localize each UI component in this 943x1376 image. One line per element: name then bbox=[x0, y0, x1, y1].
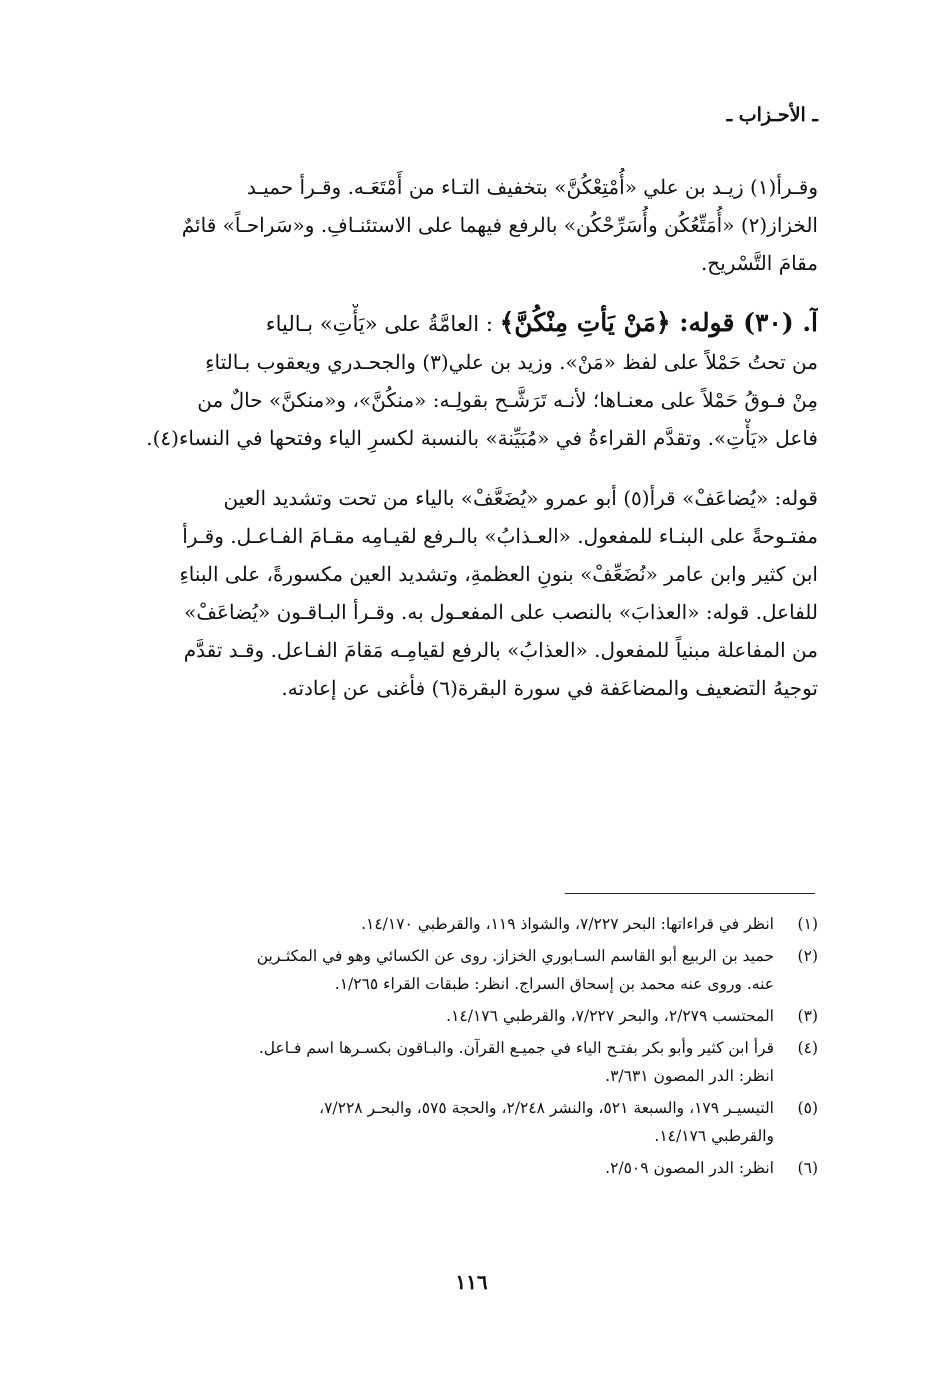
text-line bbox=[128, 304, 818, 343]
footnote-line: المحتسب ٢/٢٧٩، والبحر ٧/٢٢٧، والقرطبي ١٤/١٧٦. bbox=[446, 1007, 774, 1025]
footnote-text bbox=[128, 910, 774, 938]
text-line: الخزاز(٢) «أُمَتِّعُكُن وأُسَرِّحْكُن» بالرفع فيهما على الاستئنـافِ. و«سَراحـاً» قائمٌ bbox=[181, 213, 818, 237]
text-line: فاعل «يَأْتِ». وتقدَّم القراءةُ في «مُبَيِّنة» بالنسبة لكسرِ الياء وفتحها في النساء(٤). bbox=[146, 426, 818, 450]
footnotes bbox=[128, 910, 818, 1186]
text-line: من تحتُ حَمْلاً على لفظ «مَنْ». وزيد بن علي(٣) والجحـدري ويعقوب بـالتاءِ bbox=[205, 350, 818, 374]
footnote-line: حميد بن الربيع أبو القاسم السـابوري الخزاز. روى عن الكسائي وهو في المكثـرين bbox=[256, 947, 774, 965]
footnote-number: (٣) bbox=[797, 1007, 818, 1025]
text-line: مفتـوحةً على البنـاء للمفعول. «العـذابُ» بالـرفع لقيـامِه مقـامَ الفـاعـل. وقـرأ bbox=[182, 524, 818, 548]
footnote-6 bbox=[128, 1154, 818, 1182]
text-line: للفاعل. قوله: «العذابَ» بالنصب على المفعـول به. وقـرأ البـاقـون «يُضاعَفْ» bbox=[184, 600, 818, 624]
paragraph-1 bbox=[128, 168, 818, 282]
footnote-5 bbox=[128, 1094, 818, 1150]
footnote-line: والقرطبي ١٤/١٧٦. bbox=[654, 1127, 774, 1145]
footnote-text bbox=[128, 942, 774, 998]
footnote-line: قرأ ابن كثير وأبو بكر بفتـح الياء في جميـع القرآن. والبـاقون بكسـرها اسم فـاعل. bbox=[258, 1039, 774, 1057]
footnote-separator bbox=[565, 893, 815, 894]
footnote-number: (٥) bbox=[797, 1099, 818, 1117]
footnote-2 bbox=[128, 942, 818, 998]
footnote-text bbox=[128, 1154, 774, 1182]
footnote-4 bbox=[128, 1034, 818, 1090]
footnote-3 bbox=[128, 1002, 818, 1030]
footnote-text bbox=[128, 1094, 774, 1150]
footnote-text bbox=[128, 1034, 774, 1090]
footnote-number: (٤) bbox=[797, 1039, 818, 1057]
footnote-number: (٢) bbox=[797, 947, 818, 965]
text-line: توجيهُ التضعيف والمضاعَفة في سورة البقرة(٦) فأغنى عن إعادته. bbox=[281, 676, 818, 700]
text-line: من المفاعلة مبنياً للمفعول. «العذابُ» بالرفع لقيامِـه مَقامَ الفـاعل. وقـد تقدَّم bbox=[183, 638, 818, 662]
footnote-number: (٦) bbox=[797, 1159, 818, 1177]
verse-heading: آ. (٣٠) قوله: ﴿مَنْ يَأْتِ مِنْكُنَّ﴾ bbox=[499, 308, 818, 337]
text-line: مِنْ فـوقُ حَمْلاً على معنـاها؛ لأنـه تَرَشَّـح بقولِـه: «منكُنَّ»، و«منكنَّ» حالٌ من bbox=[197, 388, 818, 412]
footnote-number: (١) bbox=[797, 915, 818, 933]
footnote-line: انظر: الدر المصون ٣/٦٣١. bbox=[605, 1067, 774, 1085]
footnote-1 bbox=[128, 910, 818, 938]
text-line: قوله: «يُضاعَفْ» قرأ(٥) أبو عمرو «يُضَعَّفْ» بالياء من تحت وتشديد العين bbox=[223, 486, 818, 510]
text-fragment: : العامَّةُ على «يَأْتِ» بـالياء bbox=[265, 312, 493, 336]
footnote-line: انظر: الدر المصون ٢/٥٠٩. bbox=[605, 1159, 774, 1177]
running-header: ـ الأحـزاب ـ bbox=[726, 104, 818, 126]
paragraph-3 bbox=[128, 479, 818, 707]
footnote-line: انظر في قراءاتها: البحر ٧/٢٢٧، والشواذ ١١٩، والقرطبي ١٤/١٧٠. bbox=[361, 915, 774, 933]
text-line: مقامَ التَّسْريح. bbox=[700, 251, 818, 275]
paragraph-2 bbox=[128, 304, 818, 457]
text-line: وقـرأ(١) زيـد بن علي «أُمْتِعْكُنَّ» بتخفيف التـاء من أَمْتَعَـه. وقـرأ حميـد bbox=[246, 175, 818, 199]
page-number: ١١٦ bbox=[455, 1270, 488, 1294]
footnote-text bbox=[128, 1002, 774, 1030]
main-text bbox=[128, 168, 818, 707]
footnote-line: عنه. وروى عنه محمد بن إسحاق السراج. انظر: طبقات القراء ١/٢٦٥. bbox=[334, 975, 774, 993]
footnote-line: التيسيـر ١٧٩، والسبعة ٥٢١، والنشر ٢/٢٤٨، والحجة ٥٧٥، والبحـر ٧/٢٢٨، bbox=[319, 1099, 774, 1117]
text-line: ابن كثير وابن عامر «نُضَعِّفْ» بنونِ العظمةِ، وتشديد العين مكسورةً، على البناءِ bbox=[179, 562, 818, 586]
